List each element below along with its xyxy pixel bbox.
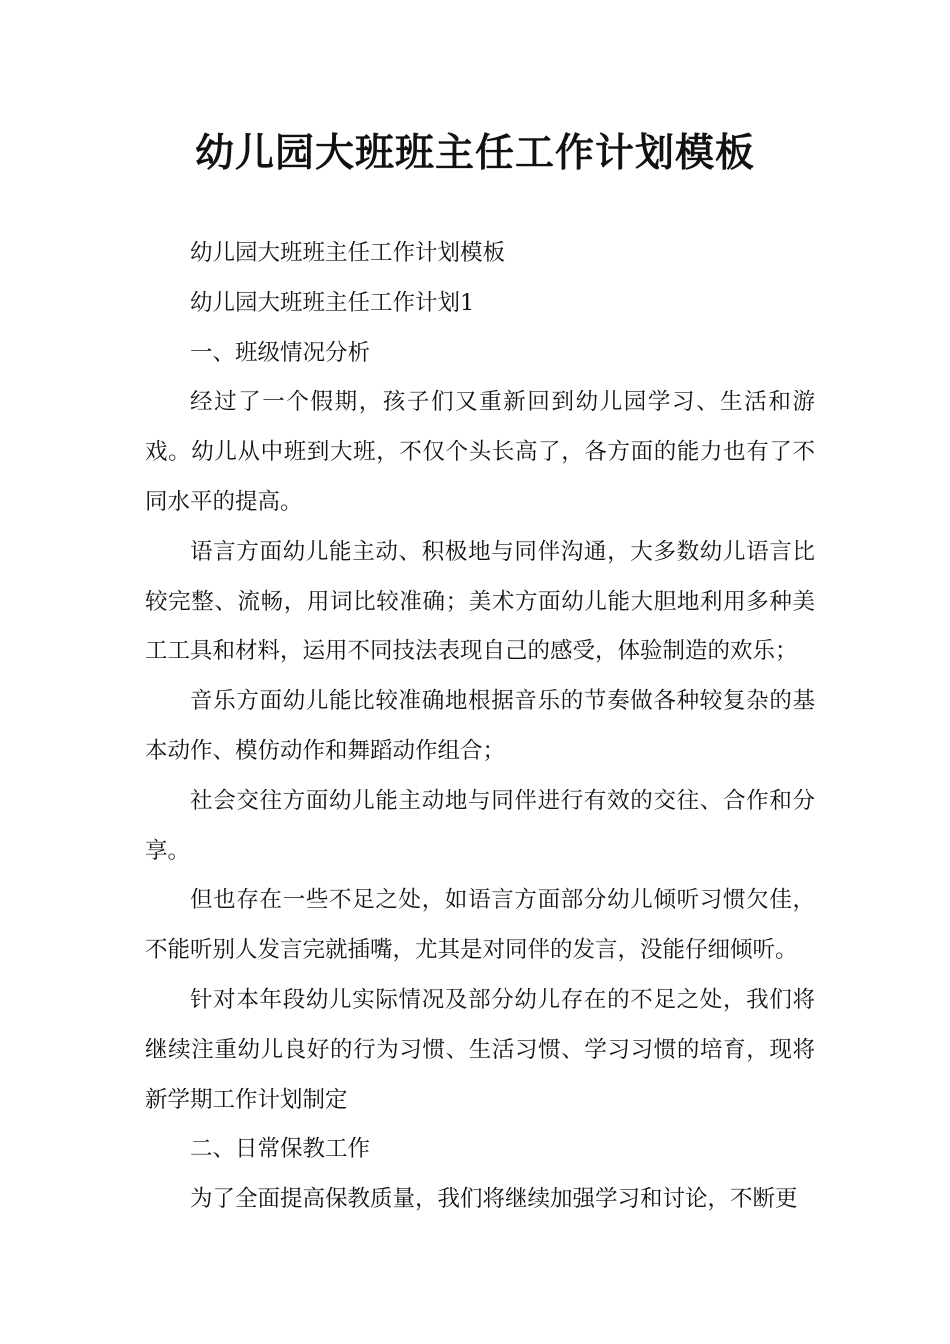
paragraph-plan-heading: 幼儿园大班班主任工作计划1 — [190, 289, 475, 316]
section-heading-daily-care: 二、日常保教工作 — [190, 1136, 371, 1163]
paragraph: 音乐方面幼儿能比较准确地根据音乐的节奏做各种较复杂的基本动作、模仿动作和舞蹈动作组合； — [145, 688, 815, 764]
paragraph: 经过了一个假期，孩子们又重新回到幼儿园学习、生活和游戏。幼儿从中班到大班，不仅个头长高了，各方面的能力也有了不同水平的提高。 — [145, 389, 815, 515]
paragraph: 语言方面幼儿能主动、积极地与同伴沟通，大多数幼儿语言比较完整、流畅，用词比较准确；美术方面幼儿能大胆地利用多种美工工具和材料，运用不同技法表现自己的感受，体验制造的欢乐； — [145, 538, 815, 665]
document-title: 幼儿园大班班主任工作计划模板 — [194, 131, 755, 176]
document-body — [145, 229, 815, 1225]
section-heading-class-analysis: 一、班级情况分析 — [190, 339, 371, 366]
paragraph: 针对本年段幼儿实际情况及部分幼儿存在的不足之处，我们将继续注重幼儿良好的行为习惯、生活习惯、学习习惯的培育，现将新学期工作计划制定 — [145, 986, 815, 1113]
paragraph: 但也存在一些不足之处，如语言方面部分幼儿倾听习惯欠佳，不能听别人发言完就插嘴，尤其是对同伴的发言，没能仔细倾听。 — [145, 887, 815, 964]
paragraph-subtitle: 幼儿园大班班主任工作计划模板 — [190, 240, 506, 266]
paragraph: 社会交往方面幼儿能主动地与同伴进行有效的交往、合作和分享。 — [145, 787, 815, 864]
paragraph: 为了全面提高保教质量，我们将继续加强学习和讨论，不断更 — [190, 1186, 798, 1213]
